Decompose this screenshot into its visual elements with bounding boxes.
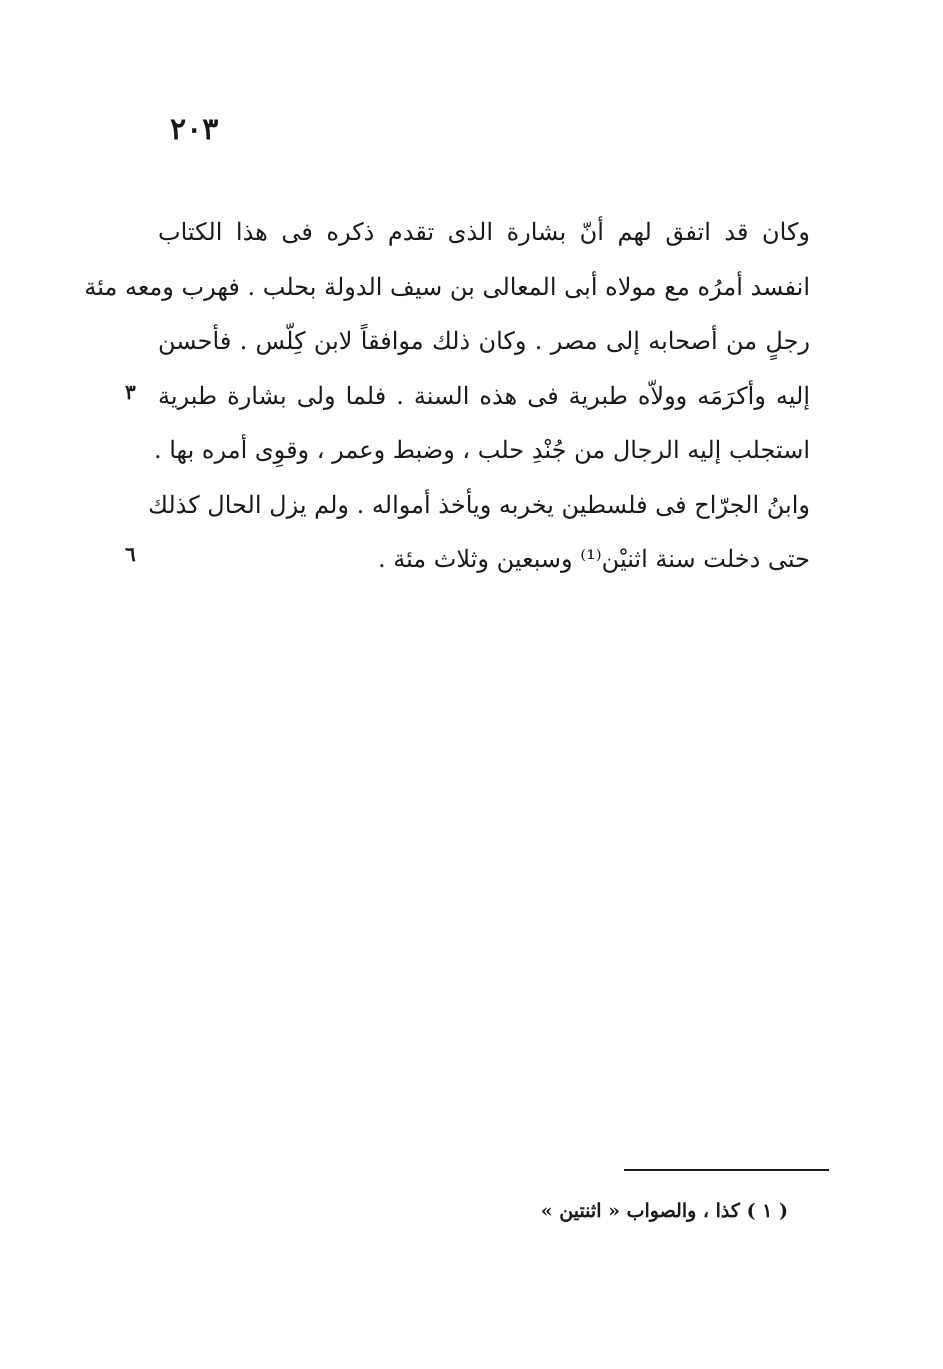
text-line: حتى دخلت سنة اثنيْن⁽¹⁾ وسبعين وثلاث مئة . <box>377 545 810 573</box>
text-line: وكان قد اتفق لهم أنّ بشارة الذى تقدم ذكره فى هذا الكتاب <box>158 218 810 246</box>
text-line: انفسد أمرُه مع مولاه أبى المعالى بن سيف الدولة بحلب . فهرب ومعه مئة <box>84 272 810 301</box>
text-line: رجلٍ من أصحابه إلى مصر . وكان ذلك موافقاً لابن كِلّس . فأحسن <box>158 327 810 355</box>
line-number-marker: ٦ <box>125 542 136 566</box>
text-line: استجلب إليه الرجال من جُنْدِ حلب ، وضبط وعمر ، وقوِى أمره بها . <box>153 436 810 464</box>
main-text <box>84 205 810 587</box>
footnote-divider <box>624 1169 829 1171</box>
text-line: إليه وأكرَمَه وولاّه طبرية فى هذه السنة . فلما ولى بشارة طبرية <box>158 381 810 410</box>
text-line: وابنُ الجرّاح فى فلسطين يخربه ويأخذ أمواله . ولم يزل الحال كذلك <box>148 490 810 519</box>
page-number: ٢٠٣ <box>170 112 219 147</box>
line-number-marker: ٣ <box>125 380 136 404</box>
footnote: ( ١ ) كذا ، والصواب « اثنتين » <box>540 1200 788 1222</box>
